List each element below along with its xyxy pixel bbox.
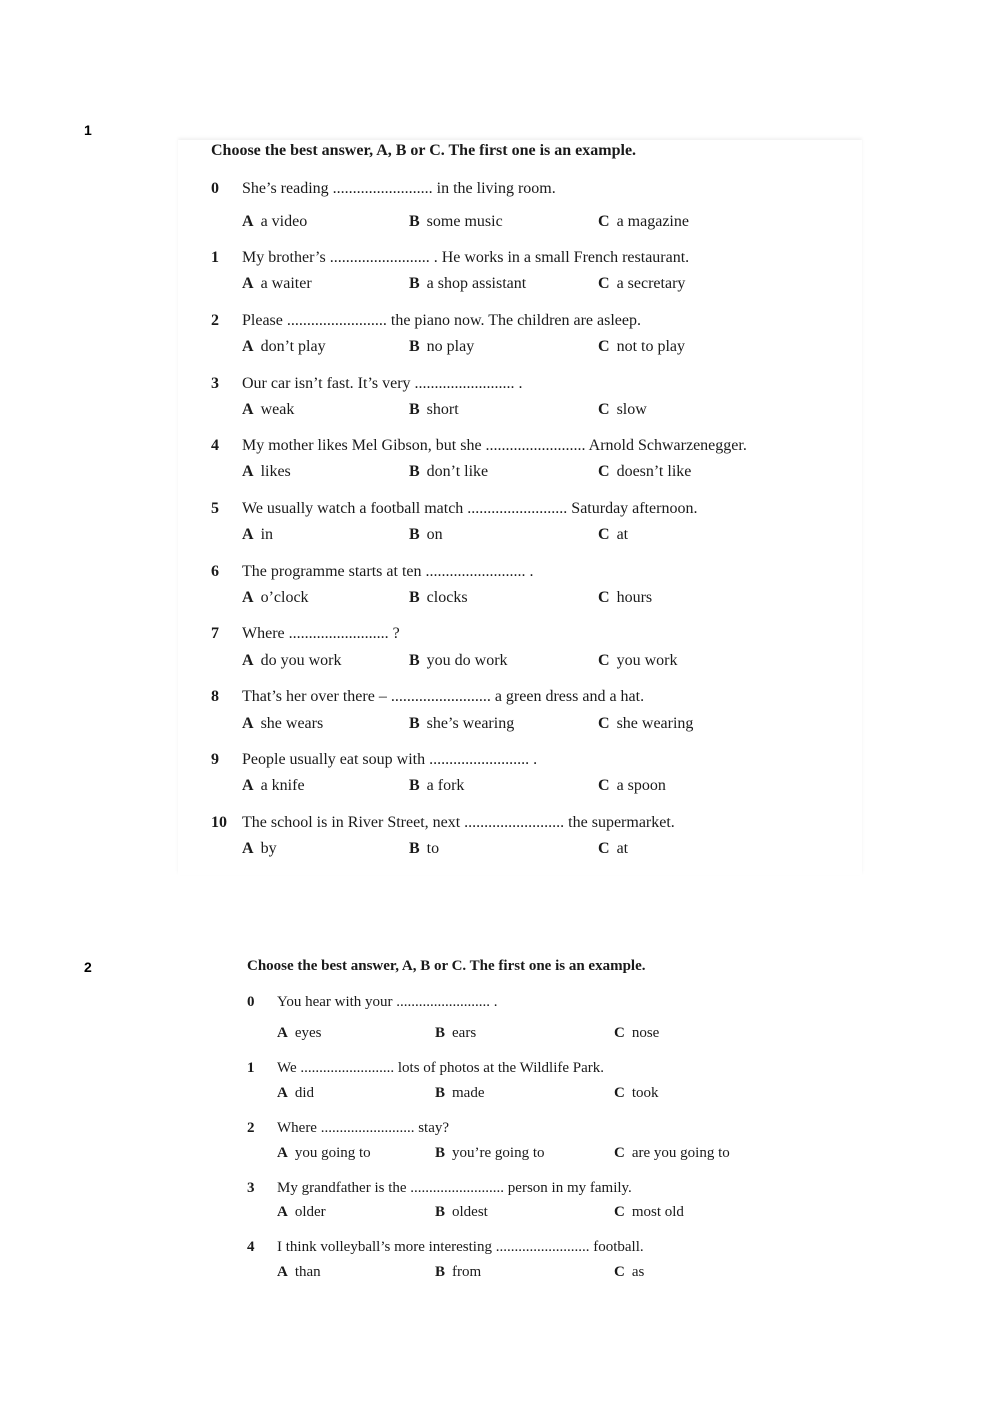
option-b[interactable]: B you’re going to <box>435 1145 545 1161</box>
option-c[interactable]: C at <box>598 526 629 543</box>
question-text: Our car isn’t fast. It’s very ......................... . <box>242 375 523 392</box>
question-number: 7 <box>211 625 219 642</box>
option-a[interactable]: A than <box>277 1264 321 1280</box>
option-a[interactable]: A don’t play <box>242 338 326 355</box>
option-b[interactable]: B you do work <box>409 652 508 669</box>
option-a[interactable]: A weak <box>242 401 295 418</box>
option-b[interactable]: B from <box>435 1264 482 1280</box>
option-a[interactable]: A a waiter <box>242 275 312 292</box>
option-a[interactable]: A a knife <box>242 777 305 794</box>
question-number: 1 <box>247 1060 255 1076</box>
question-text: My grandfather is the ......................... person in my family. <box>277 1180 632 1196</box>
exercise-1-panel <box>178 140 862 875</box>
option-b[interactable]: B ears <box>435 1025 477 1041</box>
question-number: 6 <box>211 563 219 580</box>
option-b[interactable]: B don’t like <box>409 463 489 480</box>
question-text: Where ......................... stay? <box>277 1120 450 1136</box>
option-c[interactable]: C not to play <box>598 338 685 355</box>
question-number: 3 <box>247 1180 255 1196</box>
option-c[interactable]: C as <box>614 1264 645 1280</box>
question-text: My brother’s ......................... . He works in a small French restaurant. <box>242 249 690 266</box>
option-c[interactable]: C hours <box>598 589 653 606</box>
question-number: 2 <box>247 1120 255 1136</box>
exercise-instructions: Choose the best answer, A, B or C. The first one is an example. <box>247 958 646 974</box>
option-c[interactable]: C a magazine <box>598 213 689 230</box>
option-a[interactable]: A eyes <box>277 1025 322 1041</box>
question-text: I think volleyball’s more interesting ......................... football. <box>277 1239 644 1255</box>
option-b[interactable]: B oldest <box>435 1204 488 1220</box>
question-number: 10 <box>211 814 227 831</box>
option-b[interactable]: B made <box>435 1085 485 1101</box>
question-number: 8 <box>211 688 219 705</box>
option-b[interactable]: B a fork <box>409 777 465 794</box>
option-a[interactable]: A older <box>277 1204 326 1220</box>
option-a[interactable]: A by <box>242 840 277 857</box>
question-number: 4 <box>247 1239 255 1255</box>
option-b[interactable]: B clocks <box>409 589 468 606</box>
question-text: Please ......................... the piano now. The children are asleep. <box>242 312 641 329</box>
question-text: Where ......................... ? <box>242 625 400 642</box>
exercise-2-panel <box>230 950 830 1295</box>
option-a[interactable]: A in <box>242 526 274 543</box>
option-c[interactable]: C took <box>614 1085 659 1101</box>
option-c[interactable]: C nose <box>614 1025 660 1041</box>
question-number: 4 <box>211 437 219 454</box>
question-number: 5 <box>211 500 219 517</box>
question-text: That’s her over there – ......................... a green dress and a hat. <box>242 688 645 705</box>
option-b[interactable]: B she’s wearing <box>409 715 515 732</box>
question-text: The programme starts at ten ......................... . <box>242 563 534 580</box>
question-text: My mother likes Mel Gibson, but she ......................... Arnold Schwarzenegger. <box>242 437 747 454</box>
option-c[interactable]: C at <box>598 840 629 857</box>
option-c[interactable]: C most old <box>614 1204 684 1220</box>
exercise-number: 1 <box>84 122 92 138</box>
question-number: 0 <box>247 994 255 1010</box>
question-number: 2 <box>211 312 219 329</box>
question-number: 9 <box>211 751 219 768</box>
option-c[interactable]: C you work <box>598 652 678 669</box>
exercise-instructions: Choose the best answer, A, B or C. The first one is an example. <box>211 142 637 159</box>
question-text: We ......................... lots of photos at the Wildlife Park. <box>277 1060 605 1076</box>
option-b[interactable]: B a shop assistant <box>409 275 527 292</box>
option-b[interactable]: B on <box>409 526 443 543</box>
option-a[interactable]: A o’clock <box>242 589 309 606</box>
option-a[interactable]: A likes <box>242 463 291 480</box>
question-number: 1 <box>211 249 219 266</box>
option-c[interactable]: C a secretary <box>598 275 686 292</box>
option-c[interactable]: C she wearing <box>598 715 694 732</box>
question-text: We usually watch a football match ......................... Saturday afternoon. <box>242 500 698 517</box>
exercise-number: 2 <box>84 959 92 975</box>
option-b[interactable]: B no play <box>409 338 475 355</box>
option-c[interactable]: C a spoon <box>598 777 666 794</box>
option-c[interactable]: C are you going to <box>614 1145 730 1161</box>
option-c[interactable]: C slow <box>598 401 647 418</box>
option-b[interactable]: B to <box>409 840 440 857</box>
question-number: 0 <box>211 180 219 197</box>
question-text: You hear with your ......................... . <box>277 994 498 1010</box>
option-a[interactable]: A a video <box>242 213 308 230</box>
option-a[interactable]: A did <box>277 1085 315 1101</box>
option-a[interactable]: A she wears <box>242 715 324 732</box>
question-text: The school is in River Street, next ......................... the supermarket. <box>242 814 675 831</box>
option-a[interactable]: A you going to <box>277 1145 371 1161</box>
option-b[interactable]: B some music <box>409 213 503 230</box>
option-a[interactable]: A do you work <box>242 652 342 669</box>
question-number: 3 <box>211 375 219 392</box>
option-b[interactable]: B short <box>409 401 459 418</box>
question-text: People usually eat soup with ......................... . <box>242 751 538 768</box>
option-c[interactable]: C doesn’t like <box>598 463 692 480</box>
question-text: She’s reading ......................... in the living room. <box>242 180 556 197</box>
